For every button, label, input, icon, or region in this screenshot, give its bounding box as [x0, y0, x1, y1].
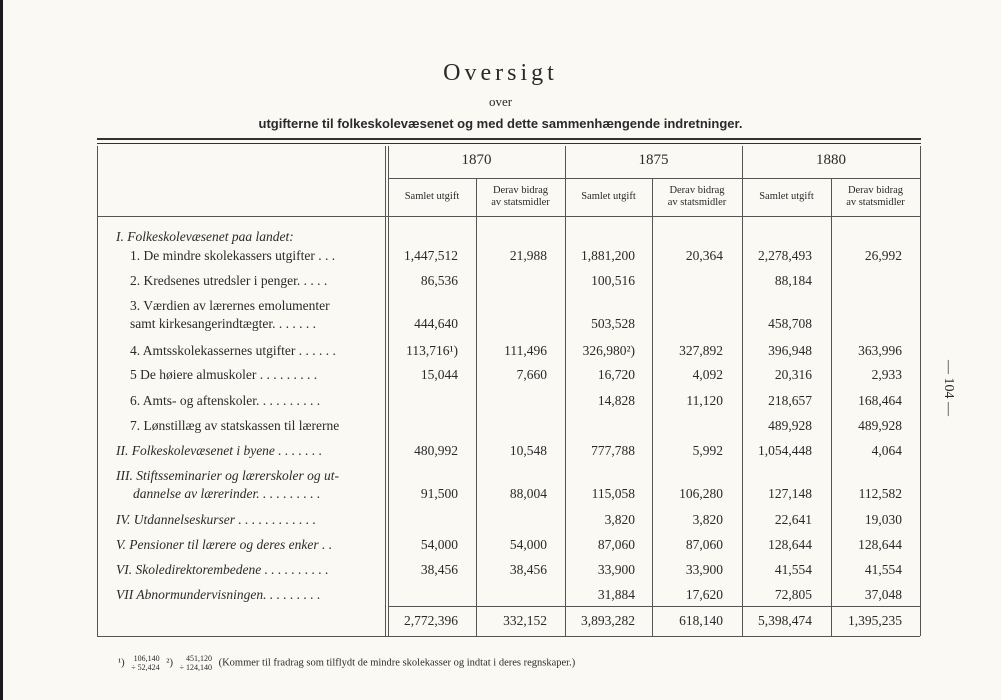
table-cell: 41,554 [864, 562, 902, 577]
table-cell: 21,988 [509, 248, 547, 263]
total-cell: 3,893,282 [581, 613, 635, 628]
table-cell: 100,516 [591, 273, 635, 288]
head-derav-1880: Derav bidrag av statsmidler [846, 185, 905, 208]
table-cell: 503,528 [591, 316, 635, 331]
table-cell: 7,660 [516, 367, 547, 382]
total-cell: 332,152 [503, 613, 547, 628]
table-cell: 2,278,493 [758, 248, 812, 263]
table-cell: 128,644 [768, 537, 812, 552]
table-cell: 87,060 [597, 537, 635, 552]
table-cell: 489,928 [768, 418, 812, 433]
row-label: I. Folkeskolevæsenet paa landet: [116, 229, 294, 244]
table-cell: 20,316 [774, 367, 812, 382]
row-label: 6. Amts- og aftenskoler. . . . . . . . . . [130, 393, 321, 408]
table-cell: 4,064 [871, 443, 902, 458]
footnote [118, 654, 575, 672]
table-cell: 112,582 [858, 486, 902, 501]
table-cell: 86,536 [420, 273, 458, 288]
table-cell: 88,004 [509, 486, 547, 501]
table-cell: 88,184 [774, 273, 812, 288]
table-cell: 14,828 [597, 393, 635, 408]
footnote-mark-1: ¹) [118, 657, 125, 669]
table-cell: 168,464 [858, 393, 902, 408]
total-cell: 2,772,396 [404, 613, 458, 628]
total-cell: 1,395,235 [848, 613, 902, 628]
table-cell: 444,640 [414, 316, 458, 331]
bottom-rule [97, 636, 920, 637]
table-cell: 458,708 [768, 316, 812, 331]
head-derav-1875: Derav bidrag av statsmidler [667, 185, 727, 208]
top-rule [97, 138, 921, 140]
table-cell: 87,060 [685, 537, 723, 552]
table-cell: 10,548 [509, 443, 547, 458]
row-label: 3. Værdien av lærernes emolumenter [130, 298, 330, 313]
year-rule [388, 178, 920, 179]
year-1875: 1875 [638, 152, 669, 168]
head-samlet-1880: Samlet utgift [759, 191, 814, 202]
top-rule-thin [97, 143, 921, 144]
head-derav-1870: Derav bidrag av statsmidler [491, 185, 550, 208]
page-number: — 104 — [941, 360, 956, 416]
table-cell: 115,058 [591, 486, 635, 501]
row-label: 2. Kredsenes utredsler i penger. . . . . [130, 273, 328, 288]
table-cell: 33,900 [685, 562, 723, 577]
table-cell: 38,456 [420, 562, 458, 577]
table-cell: 127,148 [768, 486, 812, 501]
row-label: III. Stiftsseminarier og lærerskoler og ut- [116, 468, 339, 483]
table-cell: 38,456 [509, 562, 547, 577]
table-cell: 31,884 [597, 587, 635, 602]
table-cell: 128,644 [858, 537, 902, 552]
table-right-border [920, 146, 921, 636]
head-samlet-1870: Samlet utgift [404, 191, 460, 202]
total-cell: 5,398,474 [758, 613, 812, 628]
footnote-calc-2: 451,120 ÷ 124,140 [179, 654, 212, 672]
table-cell: 327,892 [679, 343, 723, 358]
table-cell: 11,120 [686, 393, 723, 408]
table-cell: 15,044 [420, 367, 458, 382]
table-cell: 19,030 [864, 512, 902, 527]
table-cell: 5,992 [692, 443, 723, 458]
table-cell: 4,092 [692, 367, 723, 382]
table-cell: 33,900 [597, 562, 635, 577]
table-cell: 1,881,200 [581, 248, 635, 263]
footnote-mark-2: ²) [166, 657, 173, 669]
table-cell: 396,948 [768, 343, 812, 358]
year-1880: 1880 [816, 152, 846, 168]
totals-rule [388, 606, 920, 607]
table-cell: 26,992 [864, 248, 902, 263]
table-cell: 2,933 [871, 367, 902, 382]
table-cell: 3,820 [604, 512, 635, 527]
row-label: 1. De mindre skolekassers utgifter . . . [130, 248, 336, 263]
table-cell: 1,054,448 [758, 443, 812, 458]
table-cell: 1,447,512 [404, 248, 458, 263]
table-cell: 91,500 [420, 486, 458, 501]
table-cell: 111,496 [504, 343, 547, 358]
row-label: 7. Lønstillæg av statskassen til lærerne [130, 418, 340, 433]
row-label: V. Pensioner til lærere og deres enker . . [116, 537, 333, 552]
table-cell: 326,980²) [582, 343, 635, 358]
table-cell: 54,000 [420, 537, 458, 552]
table-cell: 113,716¹) [406, 343, 458, 358]
footnote-calc-1: 106,140 ÷ 52,424 [131, 654, 160, 672]
subtitle-main: utgifterne til folkeskolevæsenet og med dette sammenhængende indretninger. [258, 116, 743, 131]
row-label: dannelse av lærerinder. . . . . . . . . . [133, 486, 321, 501]
table-cell: 480,992 [414, 443, 458, 458]
table-cell: 489,928 [858, 418, 902, 433]
footnote-text: (Kommer til fradrag som tilflydt de mindre skolekasser og indtat i deres regnskaper.) [218, 657, 576, 669]
table-left-border [97, 146, 98, 636]
table-cell: 17,620 [685, 587, 723, 602]
row-label: II. Folkeskolevæsenet i byene . . . . . . . [116, 443, 323, 458]
head-samlet-1875: Samlet utgift [581, 191, 636, 202]
row-label: VII Abnormundervisningen. . . . . . . . . [116, 587, 321, 602]
table-cell: 16,720 [597, 367, 635, 382]
table-cell: 3,820 [692, 512, 723, 527]
row-label: samt kirkesangerindtægter. . . . . . . [130, 316, 316, 331]
table-cell: 41,554 [774, 562, 812, 577]
table-cell: 777,788 [591, 443, 635, 458]
table-cell: 37,048 [864, 587, 902, 602]
row-label: 4. Amtsskolekassernes utgifter . . . . . . [130, 343, 336, 358]
page-title: Oversigt [443, 60, 558, 86]
table-cell: 22,641 [774, 512, 812, 527]
table-cell: 72,805 [774, 587, 812, 602]
table-cell: 20,364 [685, 248, 723, 263]
total-cell: 618,140 [679, 613, 723, 628]
year-1870: 1870 [461, 152, 492, 168]
row-label: 5 De høiere almuskoler . . . . . . . . . [130, 367, 318, 382]
row-label: VI. Skoledirektorembedene . . . . . . . . . . [116, 562, 329, 577]
subtitle-over: over [488, 94, 513, 109]
header-rule [97, 216, 920, 217]
table-cell: 218,657 [768, 393, 812, 408]
table-cell: 54,000 [509, 537, 547, 552]
row-label: IV. Utdannelseskurser . . . . . . . . . . . . [116, 512, 316, 527]
table-cell: 106,280 [679, 486, 723, 501]
table-cell: 363,996 [858, 343, 902, 358]
